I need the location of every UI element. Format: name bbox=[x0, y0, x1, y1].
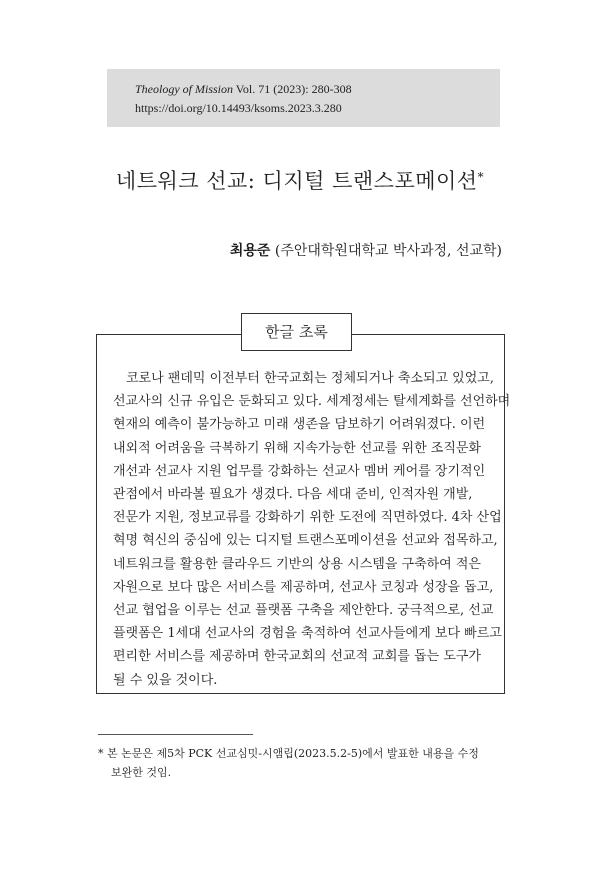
journal-volume: Vol. 71 (2023): 280-308 bbox=[235, 82, 352, 96]
abstract-line: 선교 협업을 이루는 선교 플랫폼 구축을 제안한다. 궁극적으로, 선교 bbox=[113, 603, 494, 619]
author-line bbox=[230, 240, 502, 260]
abstract-line: 편리한 서비스를 제공하며 한국교회의 선교적 교회를 돕는 도구가 bbox=[113, 649, 481, 665]
footnote bbox=[98, 744, 508, 782]
abstract-label: 한글 초록 bbox=[241, 313, 352, 351]
abstract-line: 전문가 지원, 정보교류를 강화하기 위한 도전에 직면하였다. 4차 산업 bbox=[113, 510, 502, 526]
abstract-line: 현재의 예측이 불가능하고 미래 생존을 담보하기 어려워졌다. 이런 bbox=[113, 417, 486, 433]
abstract-line: 선교사의 신규 유입은 둔화되고 있다. 세계정세는 탈세계화를 선언하며 bbox=[113, 394, 511, 410]
footnote-line: 보완한 것임. bbox=[111, 766, 172, 779]
journal-name: Theology of Mission bbox=[135, 82, 233, 96]
author-name: 최용준 bbox=[229, 243, 271, 259]
abstract-line: 될 수 있을 것이다. bbox=[113, 672, 218, 688]
title-footnote-mark: * bbox=[477, 170, 485, 184]
abstract-line: 내외적 어려움을 극복하기 위해 지속가능한 선교를 위한 조직문화 bbox=[113, 440, 481, 456]
paper-title bbox=[0, 165, 600, 195]
abstract-line: 개선과 선교사 지원 업무를 강화하는 선교사 멤버 케어를 장기적인 bbox=[113, 463, 486, 479]
journal-header-box bbox=[107, 69, 500, 127]
author-affiliation: (주안대학원대학교 박사과정, 선교학) bbox=[274, 243, 502, 259]
abstract-line: 자원으로 보다 많은 서비스를 제공하며, 선교사 코칭과 성장을 돕고, bbox=[113, 579, 494, 595]
footnote-divider bbox=[98, 734, 253, 735]
abstract-line: 혁명 혁신의 중심에 있는 디지털 트랜스포메이션을 선교와 접목하고, bbox=[113, 533, 498, 549]
paper-title-text: 네트워크 선교: 디지털 트랜스포메이션 bbox=[115, 169, 478, 193]
abstract-line: 코로나 팬데믹 이전부터 한국교회는 정체되거나 축소되고 있었고, bbox=[126, 371, 494, 386]
journal-citation bbox=[135, 82, 352, 97]
abstract-body bbox=[113, 367, 511, 692]
footnote-line: * 본 논문은 제5차 PCK 선교심밋-시앰립(2023.5.2-5)에서 발표한 내용을 수정 bbox=[98, 747, 479, 760]
journal-doi: https://doi.org/10.14493/ksoms.2023.3.280 bbox=[135, 101, 342, 115]
abstract-line: 관점에서 바라볼 필요가 생겼다. 다음 세대 준비, 인적자원 개발, bbox=[113, 487, 473, 503]
abstract-line: 플랫폼은 1세대 선교사의 경험을 축적하여 선교사들에게 보다 빠르고 bbox=[113, 626, 502, 642]
abstract-line: 네트워크를 활용한 클라우드 기반의 상용 시스템을 구축하여 적은 bbox=[113, 556, 481, 572]
